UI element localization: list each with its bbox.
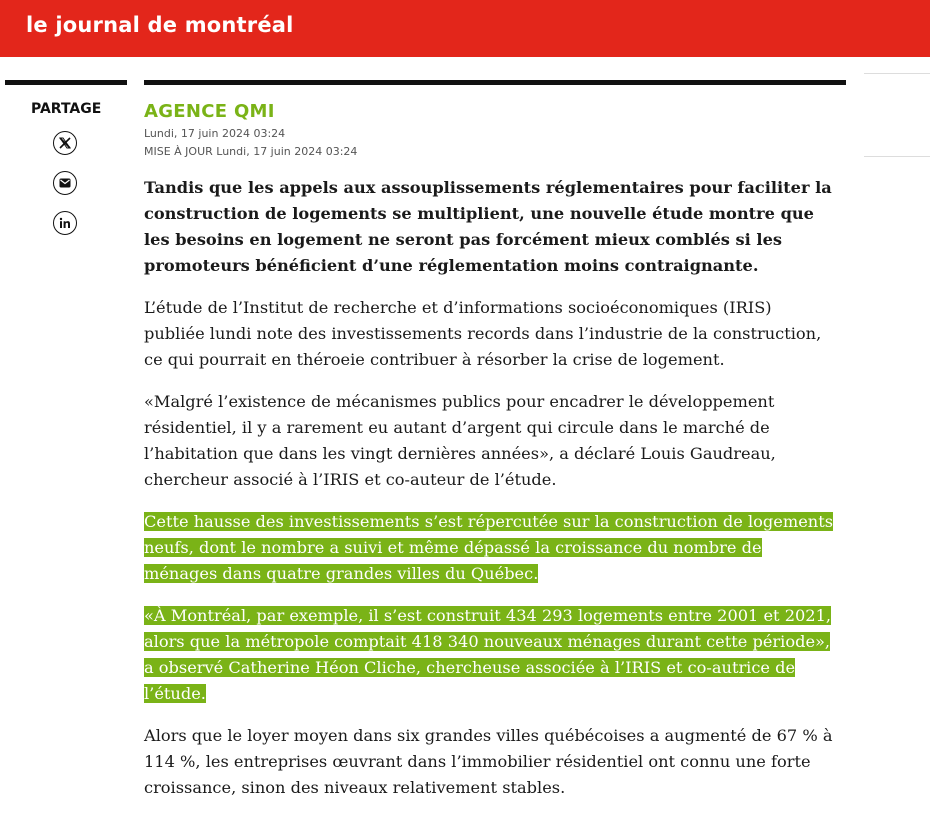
article-date: Lundi, 17 juin 2024 03:24 — [144, 127, 286, 140]
article-updated: MISE À JOUR Lundi, 17 juin 2024 03:24 — [144, 145, 358, 158]
share-x-button[interactable] — [53, 131, 77, 155]
sidebar-divider — [864, 156, 930, 157]
highlighted-text[interactable]: «À Montréal, par exemple, il s’est construit 434 293 logements entre 2001 et 2021, alors que la métropole comptait 418 340 nouveaux ménages durant cette période», a observé Catherine Héon Cliche, chercheuse associée à l’IRIS et co-autrice de l’étude. — [144, 606, 832, 703]
article-body — [144, 175, 834, 817]
sidebar-divider — [864, 73, 930, 74]
article-divider — [144, 80, 846, 85]
article-lead: Tandis que les appels aux assouplissements réglementaires pour faciliter la construction de logements se multiplient, une nouvelle étude montre que les besoins en logement ne seront pas forcément mieux comblés si les promoteurs bénéficient d’une réglementation moins contraignante. — [144, 178, 832, 275]
masthead — [0, 0, 930, 57]
article-paragraph-highlighted — [144, 509, 834, 587]
mail-icon — [59, 178, 71, 188]
article-paragraph: L’étude de l’Institut de recherche et d’informations socioéconomiques (IRIS) publiée lundi note des investissements records dans l’industrie de la construction, ce qui pourrait en théroeie contribuer à résorber la crise de logement. — [144, 298, 822, 369]
share-label: PARTAGE — [31, 101, 102, 117]
site-logo[interactable]: le journal de montréal — [26, 13, 294, 37]
article-paragraph: «Malgré l’existence de mécanismes publics pour encadrer le développement résidentiel, il y a rarement eu autant d’argent qui circule dans le marché de l’habitation que dans les vingt dernières années», a déclaré Louis Gaudreau, chercheur associé à l’IRIS et co-auteur de l’étude. — [144, 392, 776, 489]
article-paragraph: Alors que le loyer moyen dans six grandes villes québécoises a augmenté de 67 % à 114 %, les entreprises œuvrant dans l’immobilier résidentiel ont connu une forte croissance, sinon des niveaux relativement stables. — [144, 726, 833, 797]
article-agency[interactable]: AGENCE QMI — [144, 101, 275, 122]
linkedin-icon — [59, 217, 71, 229]
x-icon — [59, 137, 71, 149]
share-email-button[interactable] — [53, 171, 77, 195]
highlighted-text[interactable]: Cette hausse des investissements s’est répercutée sur la construction de logements neufs, dont le nombre a suivi et même dépassé la croissance du nombre de ménages dans quatre grandes villes du Québec. — [144, 512, 834, 583]
share-divider — [5, 80, 127, 85]
article-paragraph-highlighted — [144, 603, 834, 707]
share-linkedin-button[interactable] — [53, 211, 77, 235]
